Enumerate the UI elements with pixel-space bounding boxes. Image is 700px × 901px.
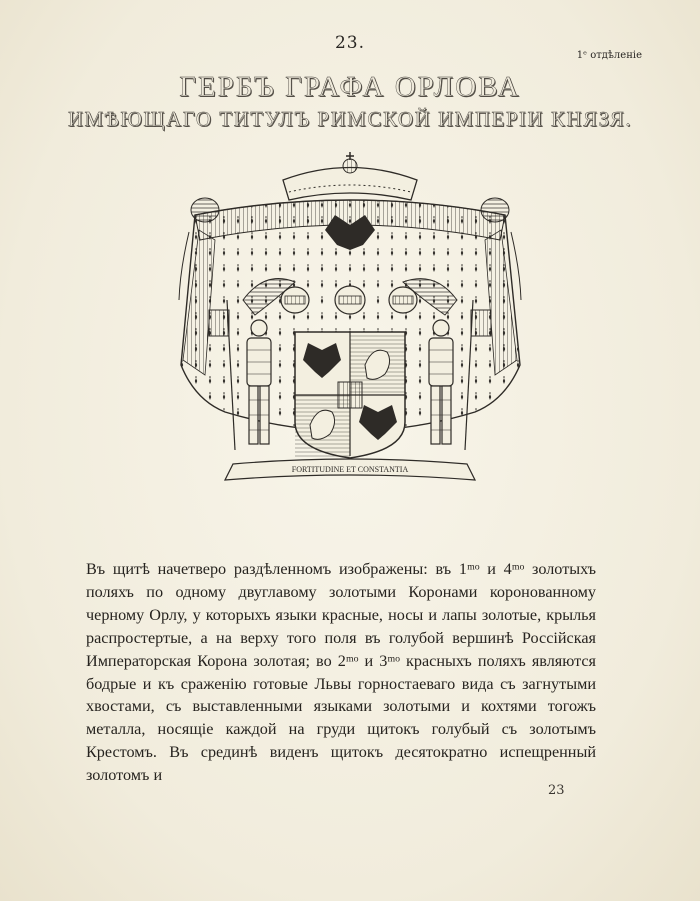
section-label: 1ᵉ отдѣленіе <box>576 50 642 61</box>
body-paragraph: Въ щитѣ начетверо раздѣленномъ изображены: въ 1ᵐᵒ и 4ᵐᵒ золотыхъ поляхъ по одному двуглавому золотыми Коронами коронованному черному Орлу, у которыхъ языки красные, носы и лапы золотые, крылья распростертые, а на верху того поля въ голубой вершинѣ Россійская Императорская Корона золотая; во 2ᵐᵒ и 3ᵐᵒ красныхъ поляхъ являются бодрые и къ сраженію готовые Львы горностаеваго вида съ загнутыми хвостами, съ выставленными языками золотыми и кохтями тогожъ металла, носящіе каждой на груди щитокъ голубый съ золотымъ Крестомъ. Въ срединѣ виденъ щитокъ десятократно испещренный золотомъ и <box>86 560 596 785</box>
title-line-1: ГЕРБЪ ГРАФА ОРЛОВА <box>179 71 521 103</box>
title-line-2: ИМѢЮЩАГО ТИТУЛЪ РИМСКОЙ ИМПЕРІИ КНЯЗЯ. <box>67 107 633 131</box>
page-title <box>0 70 700 134</box>
body-text <box>86 558 596 787</box>
catchword: 23 <box>548 783 565 798</box>
motto-text: FORTITUDINE ET CONSTANTIA <box>291 465 409 474</box>
coat-of-arms-icon <box>175 150 525 495</box>
page-number: 23. <box>334 33 366 53</box>
